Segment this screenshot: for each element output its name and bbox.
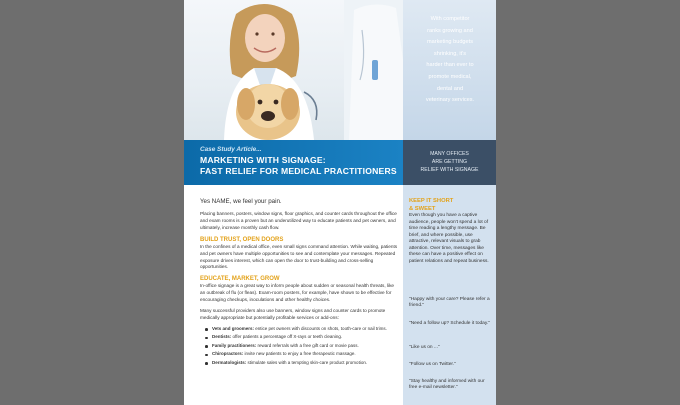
side-line: ARE GETTING: [431, 158, 468, 165]
service-text: entice pet owners with discounts on shots, tooth-care or nail trims.: [254, 325, 387, 331]
sidebar-quote-panel: [403, 0, 496, 140]
quote-line: veterinary services.: [425, 97, 475, 104]
service-name: Vets and groomers:: [212, 325, 255, 331]
service-name: Dentists:: [212, 334, 232, 340]
example-message: "Need a follow up? Schedule it today.": [409, 321, 490, 326]
quote-line: With competitor: [430, 16, 470, 22]
service-text: offer patients a percentage off X-rays or teeth cleaning.: [231, 334, 343, 340]
quote-line: ranks growing and: [427, 27, 473, 34]
quote-line: dental and: [436, 85, 464, 92]
tips-heading: [409, 198, 453, 214]
tips-heading-line: KEEP IT SHORT: [409, 198, 454, 204]
quote-line: promote medical,: [428, 73, 472, 80]
section-heading: BUILD TRUST, OPEN DOORS: [200, 236, 284, 243]
service-name: Chiropractors:: [212, 351, 244, 357]
quote-line: shrinking, it's: [433, 50, 467, 57]
example-message: "Happy with your care? Please refer a friend.": [409, 297, 490, 309]
list-item: [212, 351, 400, 358]
services-list: [200, 326, 400, 367]
service-text: invite new patients to enjoy a free therapeutic massage.: [243, 351, 356, 357]
service-name: Family practitioners:: [212, 342, 257, 348]
example-message: "Like us on ...": [409, 345, 440, 350]
side-line: MANY OFFICES: [430, 151, 469, 157]
example-message: "Stay healthy and informed with our free e-mail newsletter.": [409, 379, 485, 391]
service-text: stimulate sales with a tempting skin-care product promotion.: [246, 359, 368, 365]
sidebar-quote: [409, 14, 491, 107]
title-line: MARKETING WITH SIGNAGE:: [200, 155, 326, 165]
service-text: reward referrals with a free gift card or movie pass.: [256, 342, 359, 348]
title-banner: [184, 140, 403, 185]
tips-sidebar: [403, 185, 496, 405]
list-item: [212, 360, 400, 367]
tips-heading-line: & SWEET: [409, 205, 436, 212]
section-paragraph: In-office signage is a great way to inform people about sudden or seasonal health threats, like an outbreak of flu (or fleas). Exam-room posters, for example, have shown to be effective for encouraging checkups, inoculations and other healthy choices.: [200, 283, 395, 303]
greeting: Yes NAME, we feel your pain.: [200, 198, 282, 205]
list-item: [212, 326, 400, 333]
article-title: [200, 155, 400, 177]
article-body: [200, 198, 400, 368]
hero-photo: [184, 0, 403, 140]
intro-paragraph: Placing banners, posters, window signs, floor graphics, and counter cards throughout the office and exam rooms is a proven but an underutilized way to educate patients and pet owners, and ultimately, increase monthly cash flow.: [200, 211, 397, 230]
quote-line: harder than ever to: [426, 62, 474, 69]
list-item: [212, 334, 400, 341]
side-line: RELIEF WITH SIGNAGE: [420, 166, 479, 173]
section-paragraph: Many successful providers also use banners, window signs and counter cards to promote medically appropriate but potentially profitable services or add-ons:: [200, 308, 386, 320]
title-line: FAST RELIEF FOR MEDICAL PRACTITIONERS: [200, 166, 397, 176]
banner-side-panel: [403, 140, 496, 185]
list-item: [212, 343, 400, 350]
banner-kicker: Case Study Article...: [200, 146, 262, 153]
service-name: Dermatologists:: [212, 359, 247, 365]
tips-paragraph: Even though you have a captive audience, people won't spend a lot of time reading a lengthy message. Be brief, and where possible, use attractive, relevant visuals to grab attention. Over time, messages like these can have a positive effect on patient relations and repeat business.: [409, 213, 489, 264]
example-message: "Follow us on Twitter.": [409, 362, 456, 367]
banner-side-text: [407, 151, 492, 174]
quote-line: marketing budgets: [426, 39, 474, 46]
vet-with-puppy-illustration: [184, 0, 403, 140]
section-heading: EDUCATE, MARKET, GROW: [200, 276, 280, 283]
flyer-page: [184, 0, 496, 405]
section-paragraph: In the confines of a medical office, even small signs command attention. While waiting, patients and pet owners have multiple opportunities to see and contemplate your messages. Repeated exposure drives interest, which can open the door to trust-building and cross-selling opportunities.: [200, 243, 398, 270]
